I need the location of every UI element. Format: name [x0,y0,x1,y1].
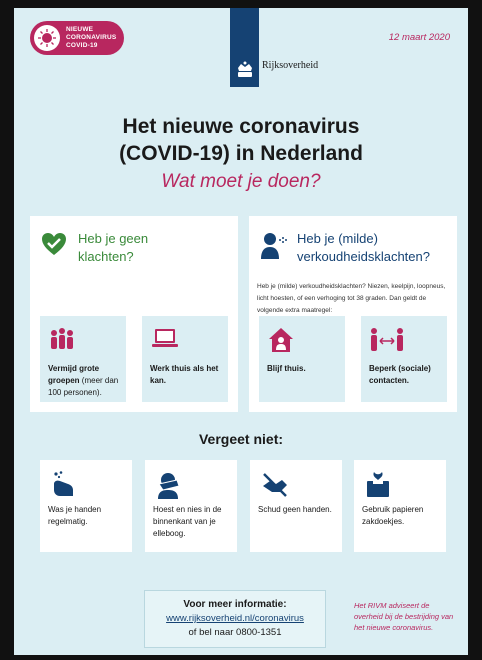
sneezing-person-icon [259,230,287,260]
tip-paper-tissues [354,460,446,552]
rivm-note: Het RIVM adviseert de overheid bij de bestrijding van het nieuwe coronavirus. [354,601,454,632]
stay-home-label [267,363,345,375]
work-home-card [142,316,228,402]
tip-wash-hands-label: Was je handen regelmatig. [48,505,102,526]
poster [14,8,468,655]
rijksoverheid-logo-bar [230,8,259,87]
crown-emblem-icon [235,61,255,79]
distance-icon [369,326,405,354]
stay-home-bold: Blijf thuis. [267,364,306,373]
mild-symptoms-title-line1: Heb je (milde) [297,231,378,246]
stay-home-card [259,316,345,402]
more-info-link[interactable]: www.rijksoverheid.nl/coronavirus [166,613,304,624]
avoid-groups-bold: Vermijd grote groepen [48,364,100,385]
no-symptoms-panel [30,216,238,412]
no-symptoms-header [40,230,148,266]
tip-wash-hands [40,460,132,552]
page-subtitle: Wat moet je doen? [161,171,321,192]
tissue-box-icon [364,470,392,500]
tip-paper-tissues-label: Gebruik papieren zakdoekjes. [362,505,424,526]
badge-line3: COVID-19 [66,42,98,49]
elbow-cough-icon [155,470,183,500]
mild-symptoms-header [259,230,430,266]
tip-cough-elbow-label: Hoest en nies in de binnenkant van je elleboog. [153,505,222,538]
limit-contacts-label [369,363,447,387]
virus-icon [34,25,60,51]
badge-text [66,26,116,50]
more-info-title: Voor meer informatie: [183,599,287,610]
badge-line2: CORONAVIRUS [66,34,117,41]
limit-contacts-bold: Beperk (sociale) contacten. [369,364,431,385]
more-info-box [144,590,326,648]
mild-symptoms-panel [249,216,457,412]
page-title-line2: (COVID-19) in Nederland [119,142,363,165]
page-title-line1: Het nieuwe coronavirus [122,115,360,138]
tip-cough-elbow [145,460,237,552]
more-info-phone: of bel naar 0800-1351 [188,627,282,638]
dont-forget-heading: Vergeet niet: [198,431,284,447]
avoid-groups-card [40,316,126,402]
avoid-groups-rest: (meer dan 100 personen). [48,376,119,397]
handwash-icon [50,470,78,500]
work-home-label [150,363,228,387]
mild-symptoms-description: Heb je (milde) verkoudheidsklachten? Niezen, keelpijn, loopneus, licht hoesten, of een verhoging tot 38 graden. Dan geldt de volgende extra maatregel: [257,283,446,314]
laptop-icon [150,326,180,350]
badge-line1: NIEUWE [66,26,94,33]
limit-contacts-card [361,316,447,402]
tip-no-handshake [250,460,342,552]
check-heart-icon [40,230,68,258]
avoid-groups-label [48,363,126,399]
house-icon [267,326,295,354]
no-symptoms-title-line1: Heb je geen [78,231,149,246]
brand-name: Rijksoverheid [262,60,319,71]
no-symptoms-title-line2: klachten? [78,249,134,264]
mild-symptoms-title-line2: verkoudheidsklachten? [297,249,430,264]
no-symptoms-title [78,230,148,266]
tip-no-handshake-label: Schud geen handen. [258,505,332,514]
work-home-bold: Werk thuis als het kan. [150,364,219,385]
mild-symptoms-title [297,230,430,266]
no-handshake-icon [260,470,290,500]
publication-date: 12 maart 2020 [388,32,450,43]
group-icon [48,326,76,354]
covid-badge [30,21,124,55]
